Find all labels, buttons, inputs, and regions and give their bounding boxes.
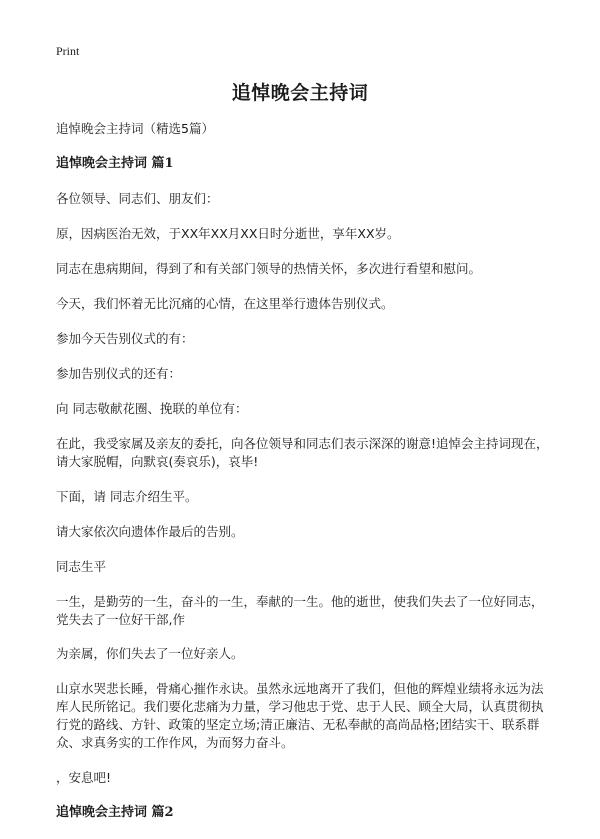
paragraph: 各位领导、同志们、朋友们： bbox=[56, 191, 219, 206]
paragraph: 一生，是勤劳的一生，奋斗的一生，奉献的一生。他的逝世，使我们失去了一位好同志，党失去了一位好干部,作 bbox=[56, 594, 544, 627]
paragraph: 同志在患病期间，得到了和有关部门领导的热情关怀，多次进行看望和慰问。 bbox=[56, 261, 482, 276]
paragraph: 山京水哭悲长睡，骨痛心摧作永诀。虽然永远地离开了我们，但他的辉煌业绩将永远为法库人民所铭记。我们要化悲痛为力量，学习他忠于党、忠于人民、顾全大局，认真贯彻执行党的路线、方针、政策的坚定立场;清正廉洁、无私奉献的高尚品格;团结实干、联系群众、求真务实的工作作风，为而努力奋斗。 bbox=[56, 681, 544, 750]
document-title: 追悼晚会主持词 bbox=[231, 82, 369, 104]
document-body bbox=[56, 120, 550, 839]
paragraph: 下面，请 同志介绍生平。 bbox=[56, 489, 198, 504]
paragraph: 参加今天告别仪式的有： bbox=[56, 331, 194, 346]
paragraph: 请大家依次向遗体作最后的告别。 bbox=[56, 524, 244, 539]
paragraph: 为亲属，你们失去了一位好亲人。 bbox=[56, 646, 244, 661]
print-label: Print bbox=[56, 44, 80, 58]
paragraph: 今天，我们怀着无比沉痛的心情，在这里举行遗体告别仪式。 bbox=[56, 296, 394, 311]
paragraph: 同志生平 bbox=[56, 559, 107, 574]
paragraph: ，安息吧! bbox=[56, 770, 112, 785]
paragraph: 原，因病医治无效，于XX年XX月XX日时分逝世，享年XX岁。 bbox=[56, 226, 400, 241]
paragraph: 向 同志敬献花圈、挽联的单位有： bbox=[56, 401, 248, 416]
paragraph: 在此，我受家属及亲友的委托，向各位领导和同志们表示深深的谢意!追悼会主持词现在，请大家脱帽，向默哀(奏哀乐)，哀毕! bbox=[56, 436, 549, 469]
paragraph: 参加告别仪式的还有： bbox=[56, 366, 182, 381]
section-heading-2: 追悼晚会主持词 篇2 bbox=[56, 805, 174, 820]
document-subtitle: 追悼晚会主持词（精选5篇） bbox=[56, 121, 214, 136]
section-heading-1: 追悼晚会主持词 篇1 bbox=[56, 156, 174, 171]
